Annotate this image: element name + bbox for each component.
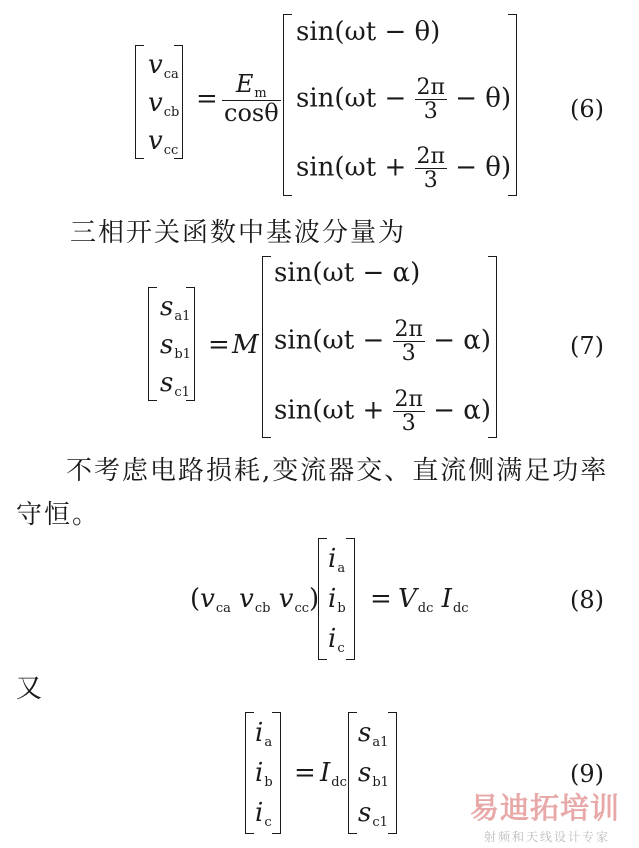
body-text: 守恒。 bbox=[16, 500, 101, 530]
matrix-row: sin(ωt − $\frac{2\pi}{3}$ − θ) bbox=[296, 75, 512, 125]
rhs-product: $V_{dc}$ $I_{dc}$ bbox=[398, 584, 469, 616]
body-text: 不考虑电路损耗,变流器交、直流侧满足功率 bbox=[66, 456, 609, 486]
vector-entry: $i_a$ bbox=[255, 718, 273, 750]
equation-number: (7) bbox=[570, 332, 604, 360]
vector-entry: $i_c$ bbox=[328, 624, 345, 656]
equation-number: (9) bbox=[570, 760, 604, 788]
left-bracket bbox=[245, 712, 254, 834]
equals-sign: = bbox=[196, 84, 218, 114]
matrix-row: sin(ωt − θ) bbox=[296, 17, 441, 47]
matrix-row: sin(ωt − $\frac{2\pi}{3}$ − α) bbox=[274, 317, 492, 367]
right-bracket bbox=[388, 712, 397, 834]
left-bracket bbox=[283, 14, 292, 196]
vector-entry: $s_{c1}$ bbox=[160, 368, 190, 400]
vector-entry: $s_{c1}$ bbox=[358, 798, 388, 830]
left-bracket bbox=[148, 287, 157, 401]
vector-entry: $s_{b1}$ bbox=[358, 758, 389, 790]
body-text: 又 bbox=[16, 674, 45, 704]
equation-number: (6) bbox=[570, 95, 604, 123]
coefficient: $I_{dc}$ bbox=[320, 758, 347, 790]
vector-entry: $i_b$ bbox=[328, 584, 346, 616]
vector-entry: $v_{cb}$ bbox=[148, 88, 180, 120]
vector-entry: $v_{cc}$ bbox=[148, 126, 179, 158]
right-bracket bbox=[346, 538, 355, 660]
vector-entry: $s_{a1}$ bbox=[358, 718, 389, 750]
equation-number: (8) bbox=[570, 586, 604, 614]
vector-entry: $i_c$ bbox=[255, 798, 272, 830]
matrix-row: sin(ωt + $\frac{2\pi}{3}$ − θ) bbox=[296, 144, 512, 194]
left-bracket bbox=[318, 538, 327, 660]
equals-sign: = bbox=[208, 330, 230, 360]
watermark-tagline: 射频和天线设计专家 bbox=[484, 830, 611, 844]
vector-entry: $s_{b1}$ bbox=[160, 330, 191, 362]
vector-entry: $s_{a1}$ bbox=[160, 292, 191, 324]
row-vector: ($v_{ca}$ $v_{cb}$ $v_{cc}$) bbox=[190, 584, 320, 616]
left-bracket bbox=[348, 712, 357, 834]
left-bracket bbox=[135, 45, 144, 159]
watermark-logo-text: 易迪拓培训 bbox=[470, 791, 621, 825]
equals-sign: = bbox=[294, 758, 316, 788]
equals-sign: = bbox=[370, 584, 392, 614]
vector-entry: $i_b$ bbox=[255, 758, 273, 790]
matrix-row: sin(ωt + $\frac{2\pi}{3}$ − α) bbox=[274, 387, 492, 437]
vector-entry: $i_a$ bbox=[328, 544, 346, 576]
right-bracket bbox=[272, 712, 281, 834]
vector-entry: $v_{ca}$ bbox=[148, 50, 179, 82]
body-text: 三相开关函数中基波分量为 bbox=[70, 218, 407, 248]
coefficient-fraction: $\frac{E_m}{\cos\theta}$ bbox=[224, 70, 279, 128]
left-bracket bbox=[262, 256, 271, 438]
coefficient: M bbox=[232, 330, 259, 360]
matrix-row: sin(ωt − α) bbox=[274, 258, 421, 288]
